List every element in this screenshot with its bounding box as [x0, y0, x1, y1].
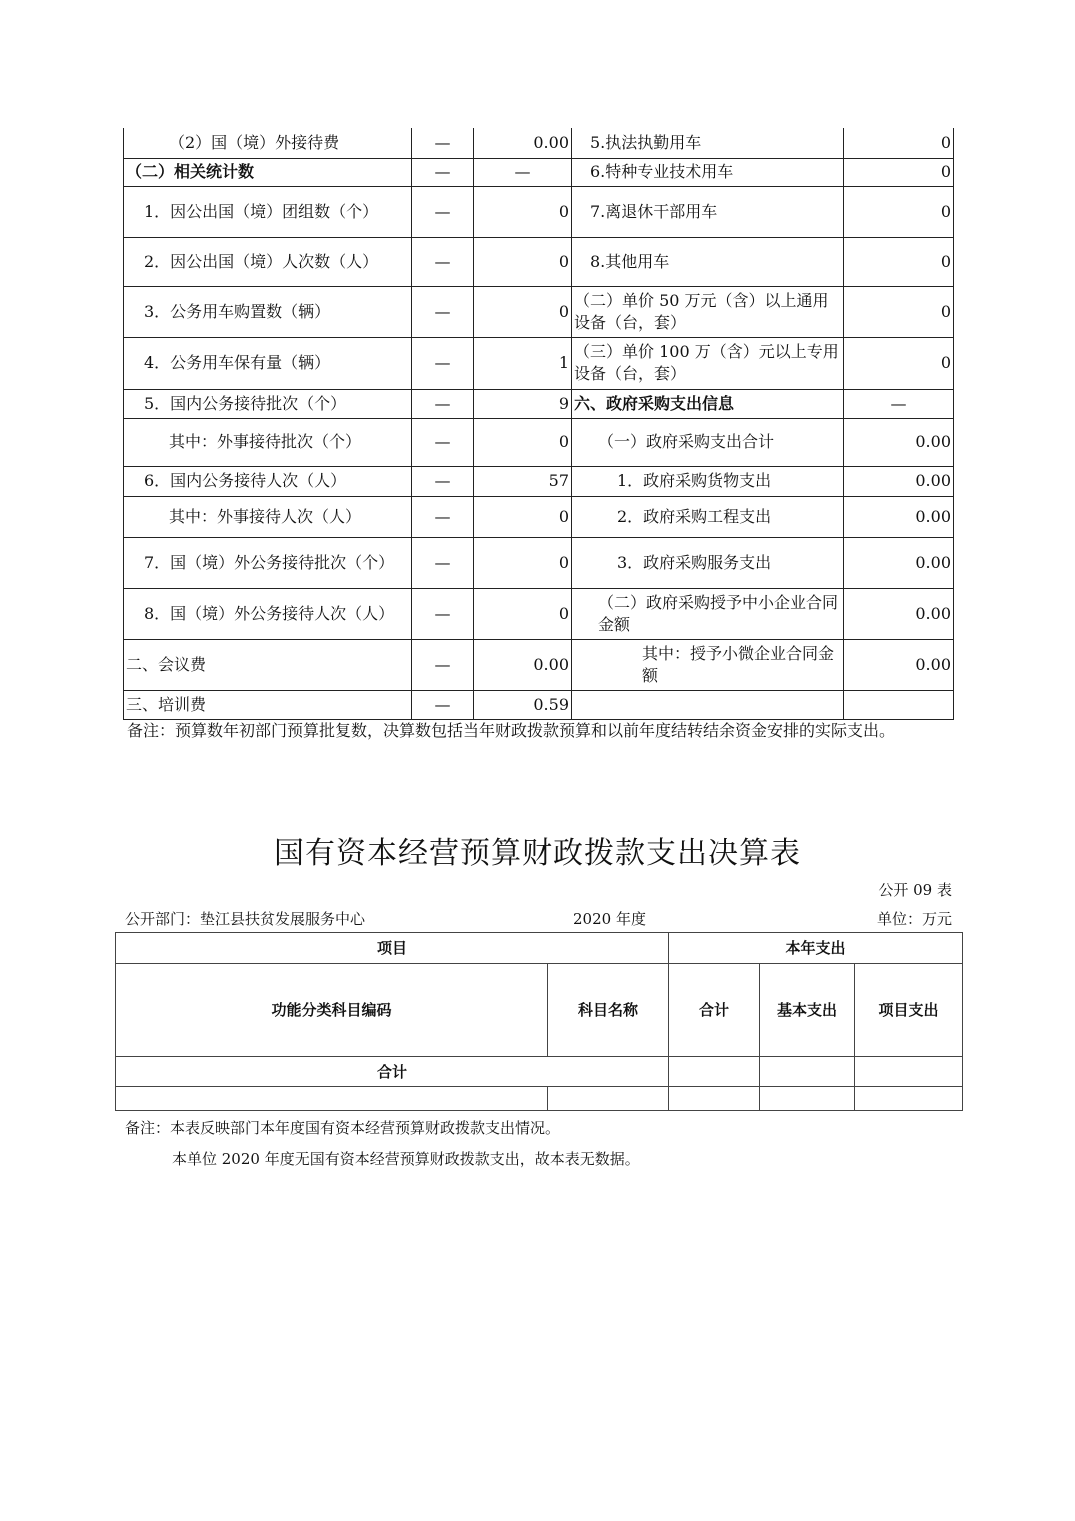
table-row-total	[116, 1057, 963, 1087]
cell-empty	[669, 1057, 760, 1087]
table-state-capital-expense	[115, 932, 963, 1111]
table-row: 5．国内公务接待批次（个） — 9 六、政府采购支出信息 —	[124, 389, 954, 418]
table-header-row	[116, 933, 963, 964]
header-total: 合计	[669, 964, 760, 1057]
table2-note-nodata: 本单位 2020 年度无国有资本经营预算财政拨款支出，故本表无数据。	[172, 1150, 640, 1168]
table-row: （2）国（境）外接待费 — 0.00 5.执法执勤用车 0	[124, 128, 954, 158]
table-row: 三、培训费 — 0.59	[124, 690, 954, 719]
table-row: （二）相关统计数 — — 6.特种专业技术用车 0	[124, 158, 954, 186]
table2-note: 备注：本表反映部门本年度国有资本经营预算财政拨款支出情况。	[125, 1119, 561, 1137]
table-public-expense-stats	[123, 128, 954, 720]
table1-note: 备注：预算数年初部门预算批复数，决算数包括当年财政拨款预算和以前年度结转结余资金安排的实际支出。	[127, 721, 896, 740]
header-project: 项目	[116, 933, 669, 964]
table-row: 其中：外事接待批次（个） — 0 （一）政府采购支出合计 0.00	[124, 418, 954, 466]
header-item: 项目支出	[855, 964, 963, 1057]
cell-empty	[855, 1087, 963, 1111]
row-total-label: 合计	[116, 1057, 669, 1087]
department-label: 公开部门：垫江县扶贫发展服务中心	[125, 910, 366, 928]
header-basic: 基本支出	[760, 964, 855, 1057]
cell-empty	[760, 1057, 855, 1087]
unit-label: 单位：万元	[876, 910, 952, 928]
table-row	[116, 1087, 963, 1111]
cell-empty	[669, 1087, 760, 1111]
page-title: 国有资本经营预算财政拨款支出决算表	[274, 836, 801, 871]
cell-empty	[855, 1057, 963, 1087]
table-row: 6．国内公务接待人次（人） — 57 1．政府采购货物支出 0.00	[124, 466, 954, 496]
table-header-row	[116, 964, 963, 1057]
table-row: 二、会议费 — 0.00 其中：授予小微企业合同金额 0.00	[124, 639, 954, 690]
form-number: 公开 09 表	[878, 881, 952, 899]
table-row: 2．因公出国（境）人次数（人） — 0 8.其他用车 0	[124, 237, 954, 286]
fiscal-year: 2020 年度	[573, 910, 646, 928]
table-row: 1．因公出国（境）团组数（个） — 0 7.离退休干部用车 0	[124, 186, 954, 237]
table-row: 其中：外事接待人次（人） — 0 2．政府采购工程支出 0.00	[124, 496, 954, 537]
table-row: 3．公务用车购置数（辆） — 0 （二）单价 50 万元（含）以上通用设备（台，套） 0	[124, 286, 954, 337]
header-current-year: 本年支出	[669, 933, 963, 964]
table-row: 8．国（境）外公务接待人次（人） — 0 （二）政府采购授予中小企业合同金额 0.00	[124, 588, 954, 639]
table-row: 7．国（境）外公务接待批次（个） — 0 3．政府采购服务支出 0.00	[124, 537, 954, 588]
header-code: 功能分类科目编码	[116, 964, 548, 1057]
cell-empty	[548, 1087, 669, 1111]
cell-empty	[116, 1087, 548, 1111]
header-name: 科目名称	[548, 964, 669, 1057]
cell-empty	[760, 1087, 855, 1111]
table-row: 4．公务用车保有量（辆） — 1 （三）单价 100 万（含）元以上专用设备（台，套） 0	[124, 337, 954, 389]
